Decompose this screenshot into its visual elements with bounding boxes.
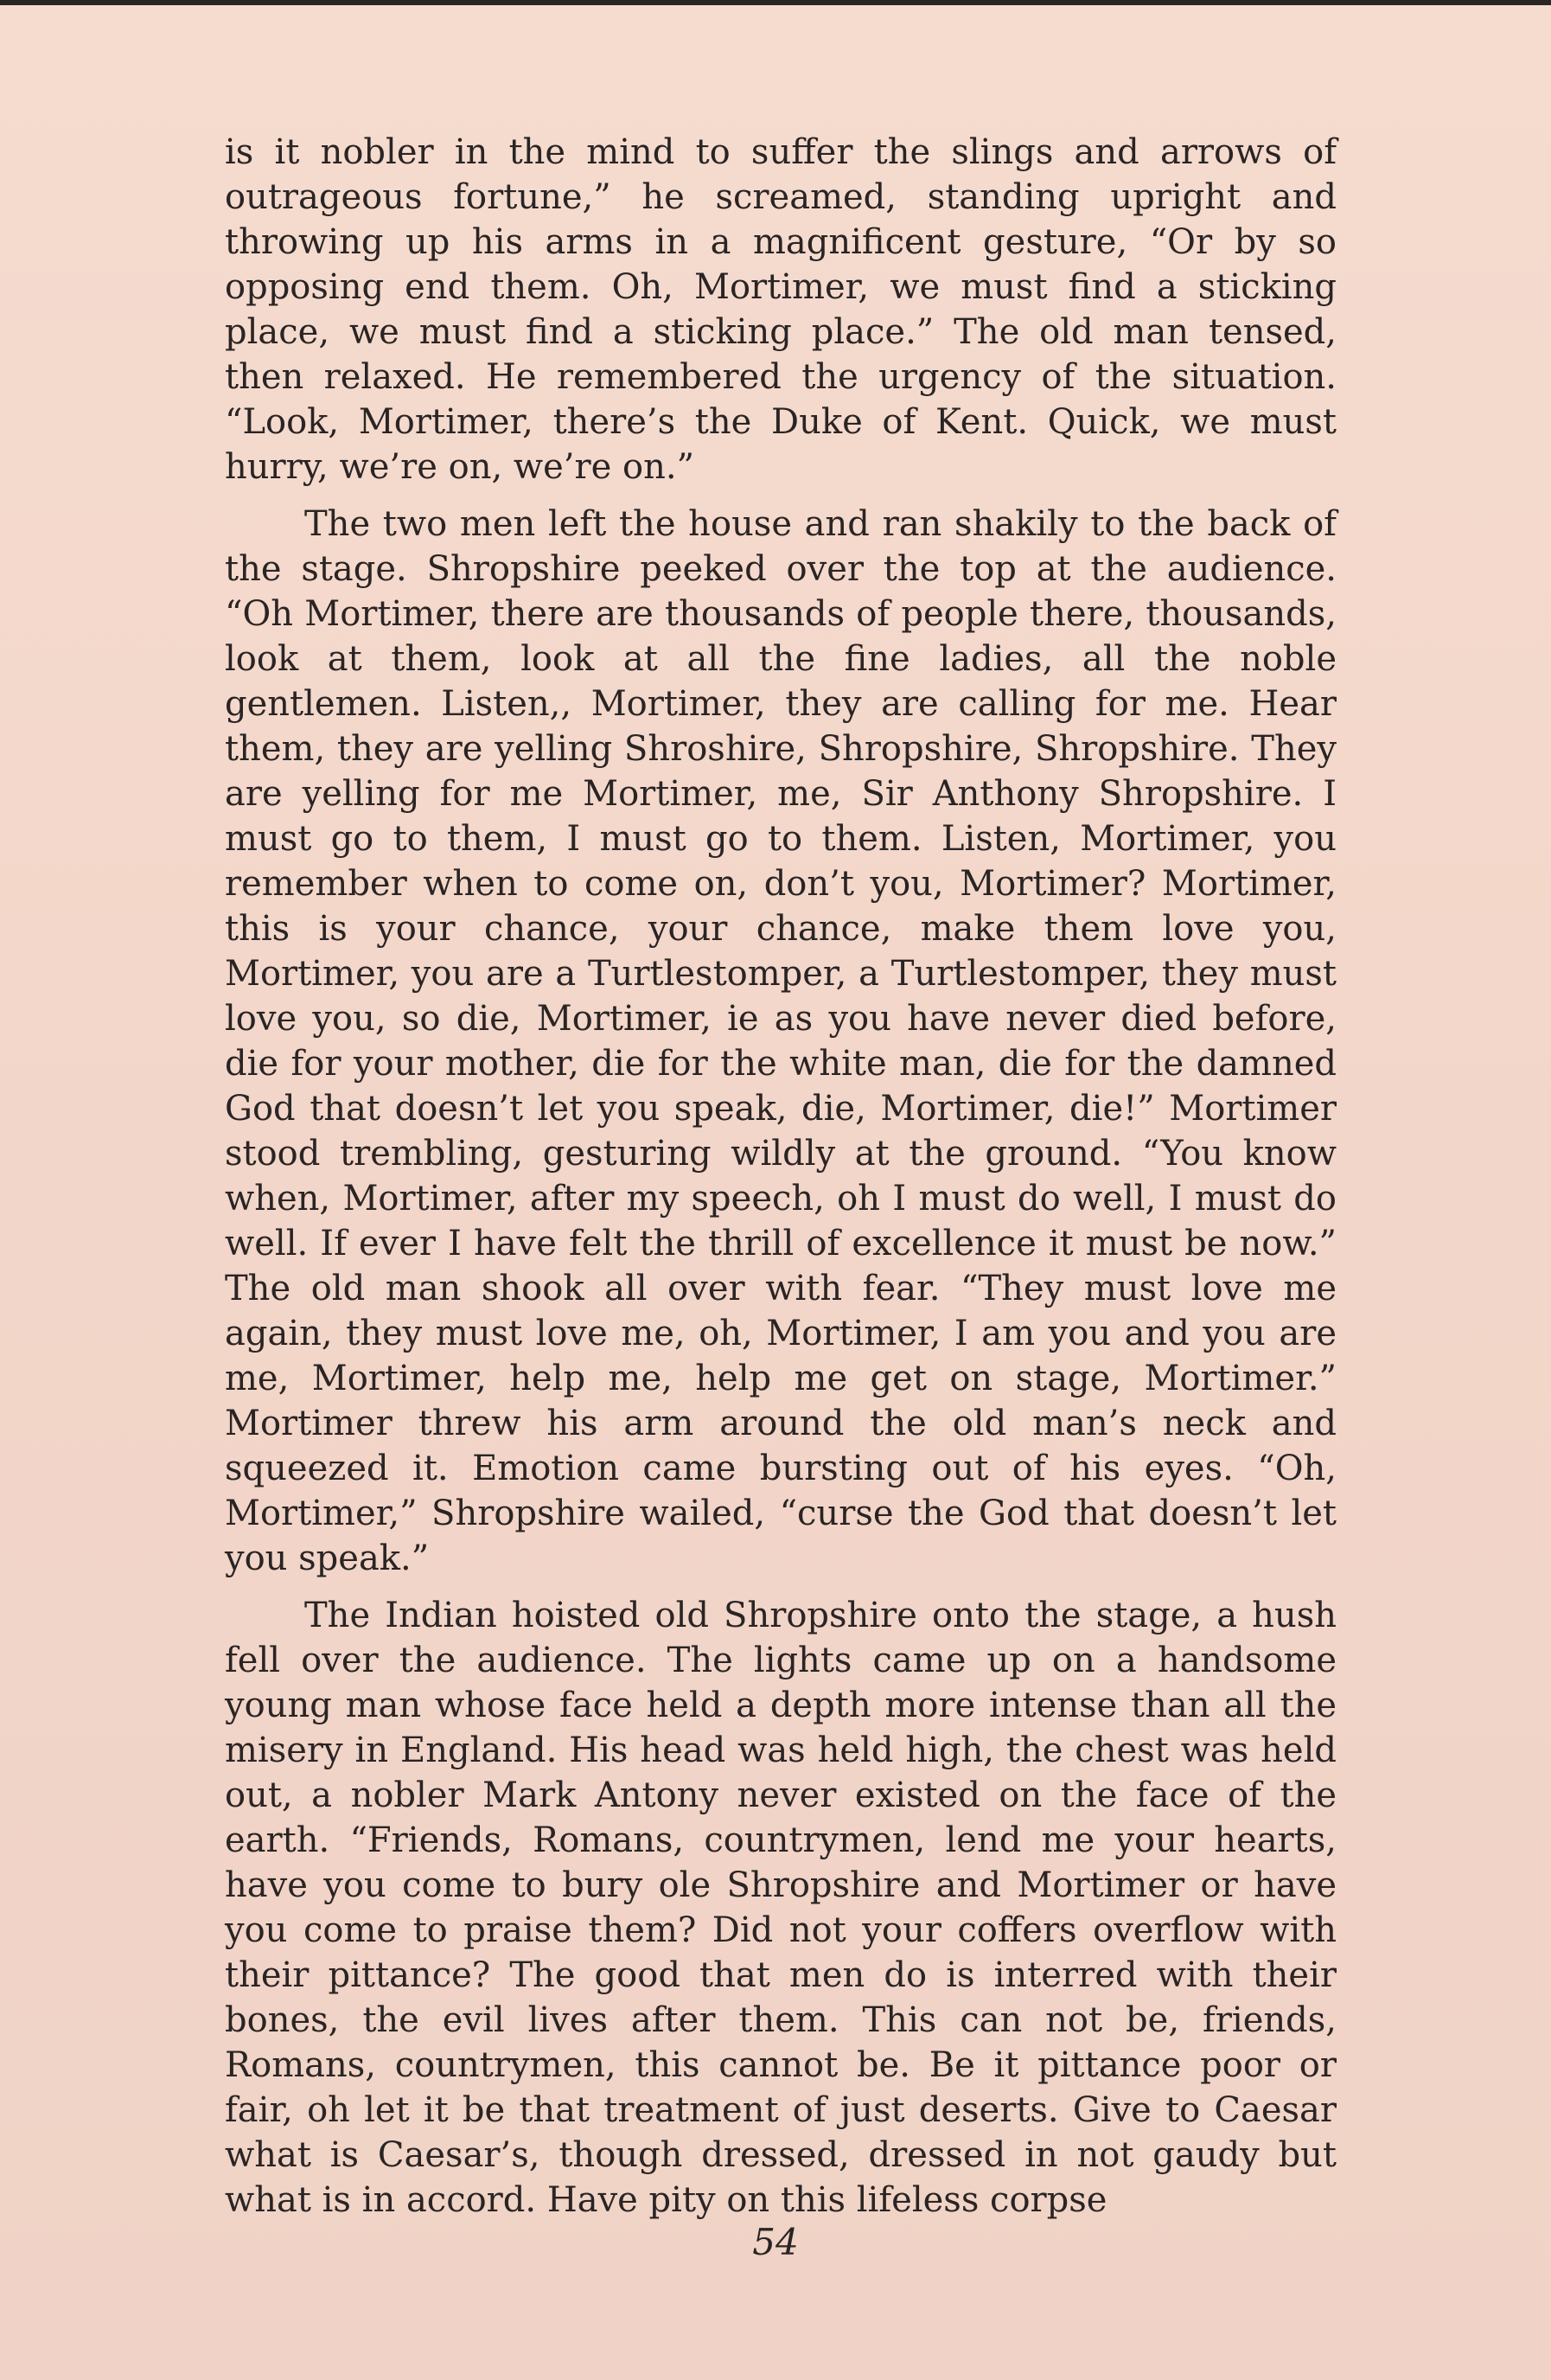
paragraph-2: The two men left the house and ran shakily to the back of the stage. Shropshire peeked over the top at the audience. “Oh Mortimer, there are thousands of people there, thousands, look at them, look at all the fine ladies, all the noble gentlemen. Listen,, Mortimer, they are calling for me. Hear them, they are yelling Shroshire, Shropshire, Shropshire. They are yelling for me Mortimer, me, Sir Anthony Shropshire. I must go to them, I must go to them. Listen, Mortimer, you remember when to come on, don’t you, Mortimer? Mortimer, this is your chance, your chance, make them love you, Mortimer, you are a Turtlestomper, a Turtlestomper, they must love you, so die, Mortimer, ie as you have never died before, die for your mother, die for the white man, die for the damned God that doesn’t let you speak, die, Mortimer, die!” Mortimer stood trembling, gesturing wildly at the ground. “You know when, Mortimer, after my speech, oh I must do well, I must do well. If ever I have felt the thrill of excellence it must be now.” The old man shook all over with fear. “They must love me again, they must love me, oh, Mortimer, I am you and you are me, Mortimer, help me, help me get on stage, Mortimer.” Mortimer threw his arm around the old man’s neck and squeezed it. Emotion came bursting out of his eyes. “Oh, Mortimer,” Shropshire wailed, “curse the God that doesn’t let you speak.” bbox=[225, 504, 1337, 1578]
page-number: 54 bbox=[752, 2221, 799, 2263]
top-edge-rule bbox=[0, 0, 1551, 5]
paragraph-3: The Indian hoisted old Shropshire onto the stage, a hush fell over the audience. The lights came up on a handsome young man whose face held a depth more intense than all the misery in England. His head was held high, the chest was held out, a nobler Mark Antony never existed on the face of the earth. “Friends, Romans, countrymen, lend me your hearts, have you come to bury ole Shropshire and Mortimer or have you come to praise them? Did not your coffers overflow with their pittance? The good that men do is interred with their bones, the evil lives after them. This can not be, friends, Romans, countrymen, this cannot be. Be it pittance poor or fair, oh let it be that treatment of just deserts. Give to Caesar what is Caesar’s, though dressed, dressed in not gaudy but what is in accord. Have pity on this lifeless corpse bbox=[225, 1596, 1337, 2220]
paragraph-1: is it nobler in the mind to suffer the slings and arrows of outrageous fortune,” he screamed, standing upright and throwing up his arms in a magnificent gesture, “Or by so opposing end them. Oh, Mortimer, we must find a sticking place, we must find a sticking place.” The old man tensed, then relaxed. He remembered the urgency of the situation. “Look, Mortimer, there’s the Duke of Kent. Quick, we must hurry, we’re on, we’re on.” bbox=[225, 132, 1337, 487]
body-text bbox=[225, 130, 1337, 2223]
